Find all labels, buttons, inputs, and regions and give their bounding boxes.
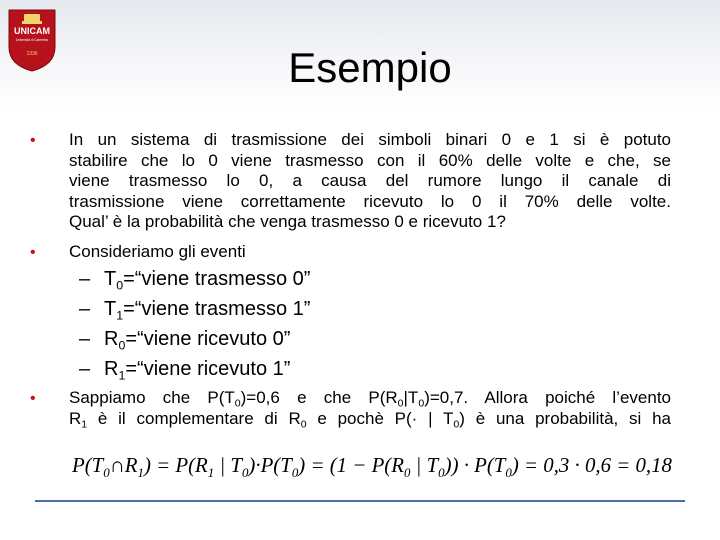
event-definition: =“viene trasmesso 0”	[123, 268, 311, 290]
text-line: In un sistema di trasmissione dei simboli binari 0 e 1 si è potuto	[69, 130, 671, 149]
formula-subscript: 0	[241, 465, 249, 480]
event-symbol: R	[104, 328, 119, 350]
bullet-marker: •	[30, 132, 36, 149]
dash-marker: –	[79, 328, 91, 350]
probability-formula	[70, 447, 680, 481]
formula-part: P(T	[72, 453, 104, 477]
formula-part: | T	[214, 453, 243, 477]
formula-cap-symbol: ∩	[109, 453, 125, 477]
event-r0	[104, 325, 290, 353]
event-symbol: T	[104, 268, 117, 290]
subscript: 0	[397, 397, 404, 410]
text-segment: e pochè P(· | T	[306, 408, 454, 428]
text-line: Qual’ è la probabilità che venga trasmesso 0 e ricevuto 1?	[69, 212, 506, 231]
formula-part: R	[124, 453, 138, 477]
text-segment: |T	[403, 388, 419, 407]
event-index: 0	[118, 338, 126, 353]
text-line: viene trasmesso lo 0, a causa del rumore lungo il canale di	[69, 171, 671, 190]
event-t1	[104, 295, 310, 323]
svg-text:P(T0∩R1) = P(R1 | T0)·P(T0) =	[71, 453, 672, 480]
logo-year: 1336	[26, 51, 38, 57]
event-t0	[104, 265, 310, 293]
formula-part: )·P(T	[248, 453, 293, 477]
formula-part: )) · P(T	[444, 453, 506, 477]
logo-subtitle: Università di Camerino	[15, 38, 49, 42]
formula-subscript: 1	[137, 465, 145, 480]
formula-part: ) = P(R	[143, 453, 209, 477]
text-segment: R	[69, 408, 82, 428]
footer-divider	[35, 500, 685, 502]
text-segment: è il complementare di R	[87, 408, 301, 428]
dash-marker: –	[79, 268, 91, 290]
event-symbol: R	[104, 358, 119, 380]
event-index: 0	[116, 278, 124, 293]
formula-part: ) = 0,3 · 0,6 = 0,18	[511, 453, 674, 477]
event-index: 1	[116, 308, 124, 323]
subscript: 0	[234, 397, 241, 410]
event-index: 1	[118, 368, 126, 383]
event-definition: =“viene ricevuto 0”	[125, 328, 291, 350]
formula-part: | T	[410, 453, 439, 477]
dash-marker: –	[79, 298, 91, 320]
formula-part: ) = (1 − P(R	[298, 453, 405, 477]
text-segment: Sappiamo che P(T	[69, 388, 235, 407]
event-r1	[104, 355, 290, 383]
unicam-logo	[6, 7, 58, 73]
text-line	[69, 388, 671, 409]
logo-name: UNICAM	[14, 26, 50, 36]
bullet-sappiamo	[69, 388, 671, 429]
text-line: stabilire che lo 0 viene trasmesso con il 60% delle volte e che, se	[69, 150, 671, 170]
formula-subscript: 0	[505, 465, 512, 480]
bullet-marker: •	[30, 390, 36, 407]
slide-title: Esempio	[288, 44, 452, 91]
event-definition: =“viene trasmesso 1”	[123, 298, 311, 320]
text-segment: )=0,7. Allora poiché l’evento	[424, 388, 671, 407]
formula-subscript: 1	[207, 465, 215, 480]
dash-marker: –	[79, 358, 91, 380]
bullet-marker: •	[30, 244, 36, 261]
subscript: 1	[81, 418, 88, 431]
text-line	[69, 409, 671, 430]
text-segment: ) è una probabilità, si ha	[459, 408, 671, 428]
formula-subscript: 0	[438, 465, 445, 480]
subscript: 0	[453, 418, 460, 431]
subscript: 0	[300, 418, 307, 431]
event-definition: =“viene ricevuto 1”	[125, 358, 291, 380]
subscript: 0	[418, 397, 425, 410]
formula-subscript: 0	[291, 465, 299, 480]
bullet-problem-statement	[69, 130, 671, 233]
formula-subscript: 0	[103, 465, 110, 480]
event-symbol: T	[104, 298, 117, 320]
formula-subscript: 0	[403, 465, 411, 480]
text-segment: )=0,6 e che P(R	[240, 388, 398, 407]
bullet-events-intro: Consideriamo gli eventi	[69, 242, 246, 261]
text-line: trasmissione viene correttamente ricevuto lo 0 il 70% delle volte.	[69, 191, 671, 211]
